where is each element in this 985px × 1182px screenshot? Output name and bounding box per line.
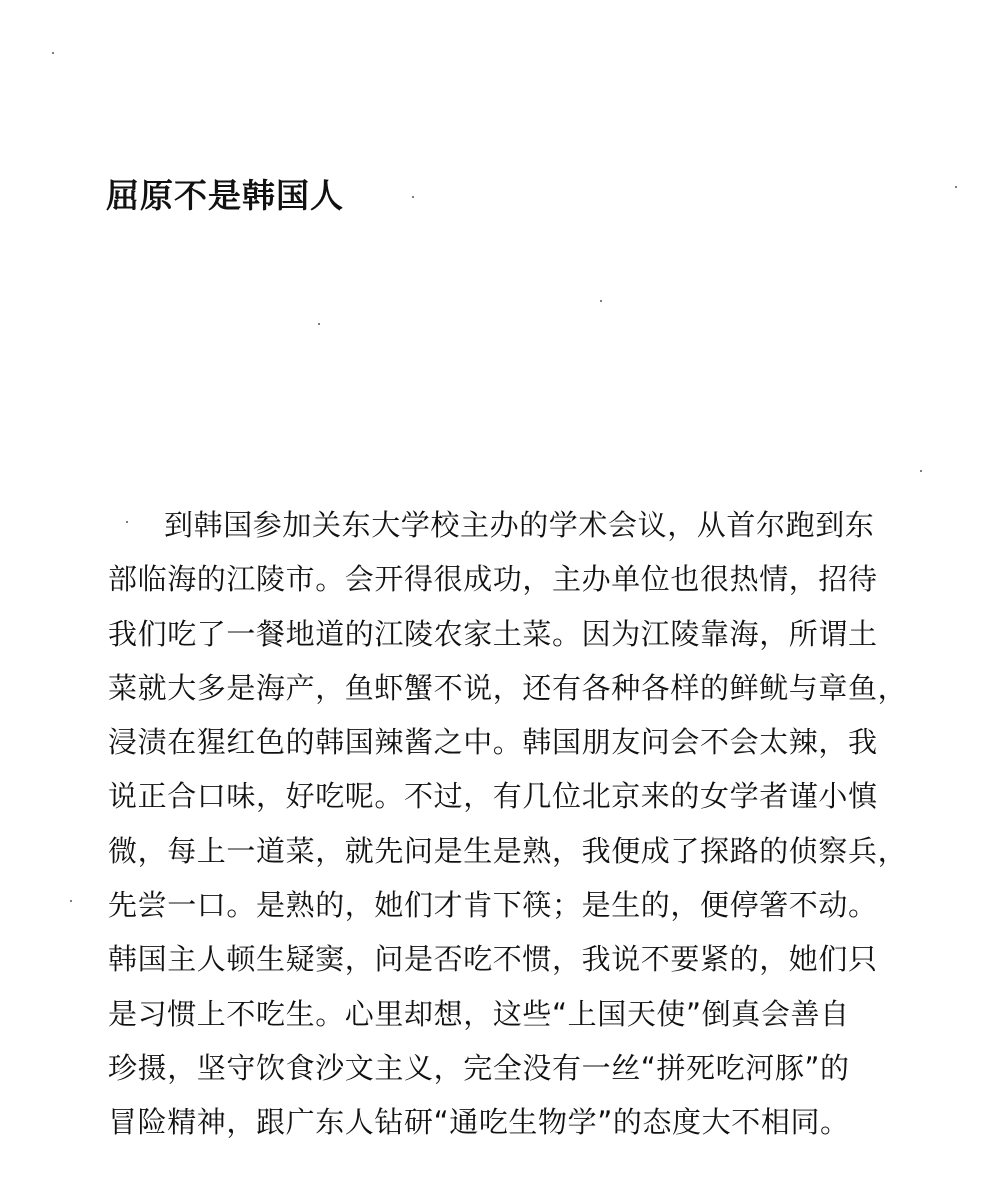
- scan-speck: [955, 186, 957, 188]
- paragraph-line: 到韩国参加关东大学校主办的学术会议，从首尔跑到东: [164, 508, 875, 542]
- paragraph-line: 珍摄，坚守饮食沙文主义，完全没有一丝“拼死吃河豚”的: [108, 1050, 850, 1085]
- paragraph-line: 微，每上一道菜，就先问是生是熟，我便成了探路的侦察兵，: [108, 833, 908, 868]
- scan-speck: [600, 300, 602, 302]
- scan-speck: [70, 900, 72, 902]
- scan-speck: [412, 196, 414, 198]
- paragraph-line: 冒险精神，跟广东人钻研“通吃生物学”的态度大不相同。: [108, 1105, 850, 1140]
- article-body: [108, 498, 908, 1150]
- paragraph-line: 是习惯上不吃生。心里却想，这些“上国天使”倒真会善自: [108, 996, 850, 1031]
- paragraph-line: 我们吃了一餐地道的江陵农家土菜。因为江陵靠海，所谓土: [108, 616, 878, 651]
- paragraph-line: 菜就大多是海产，鱼虾蟹不说，还有各种各样的鲜鱿与章鱼，: [108, 670, 908, 705]
- scan-speck: [52, 52, 54, 54]
- scan-speck: [318, 323, 320, 325]
- paragraph-line: 部临海的江陵市。会开得很成功，主办单位也很热情，招待: [108, 562, 878, 597]
- scan-speck: [920, 470, 922, 472]
- paragraph-line: 韩国主人顿生疑窦，问是否吃不惯，我说不要紧的，她们只: [108, 942, 878, 977]
- article-title: 屈原不是韩国人: [106, 176, 344, 215]
- paragraph-line: 说正合口味，好吃呢。不过，有几位北京来的女学者谨小慎: [108, 779, 878, 814]
- paragraph-line: 先尝一口。是熟的，她们才肯下筷；是生的，便停箸不动。: [108, 888, 878, 923]
- paragraph-line: 浸渍在猩红色的韩国辣酱之中。韩国朋友问会不会太辣，我: [108, 725, 878, 760]
